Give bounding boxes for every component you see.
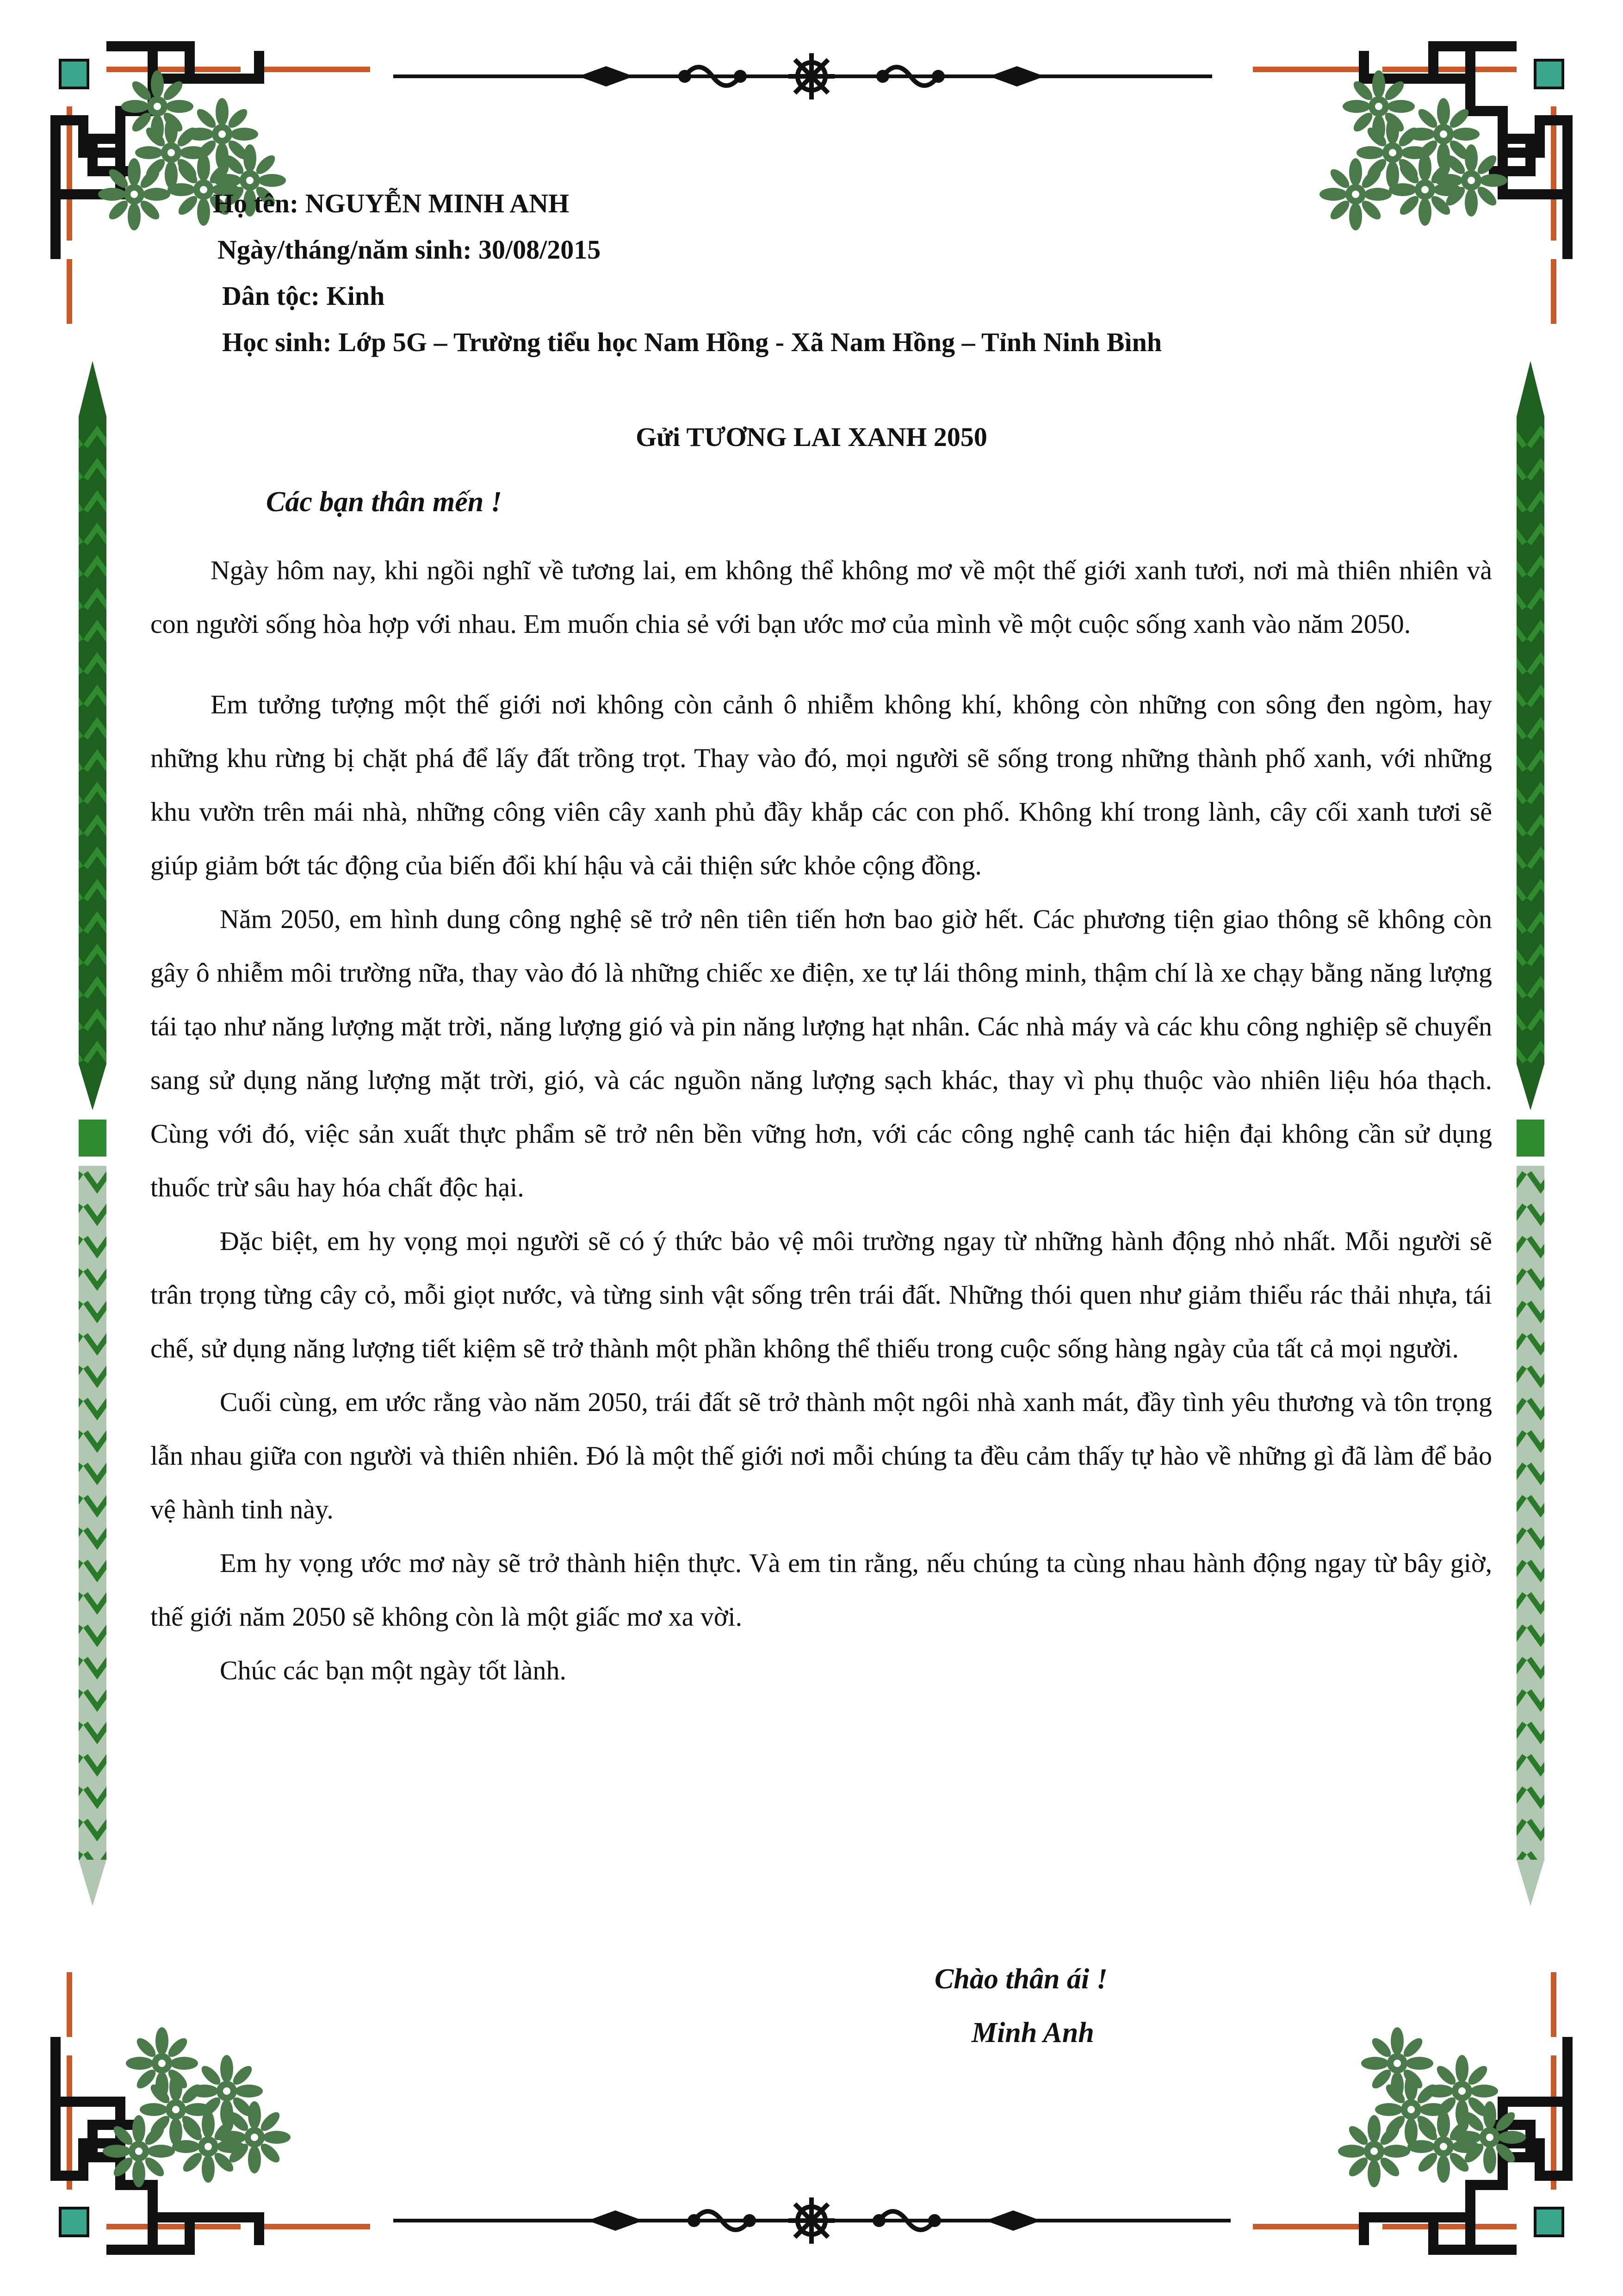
letter-body: [150, 544, 1492, 1697]
paragraph-imagine: Em tưởng tượng một thế giới nơi không còn cảnh ô nhiễm không khí, không còn những con sông đen ngòm, hay những khu rừng bị chặt phá để lấy đất trồng trọt. Thay vào đó, mọi người sẽ sống trong những thành phố xanh, với những khu vườn trên mái nhà, những công viên cây xanh phủ đầy khắp các con phố. Không khí trong lành, cây cối xanh tươi sẽ giúp giảm bớt tác động của biến đổi khí hậu và cải thiện sức khỏe cộng đồng.: [150, 689, 1492, 880]
top-ornament-line: [393, 53, 1212, 99]
student-name-line: [213, 187, 569, 220]
paragraph-wish: Chúc các bạn một ngày tốt lành.: [220, 1655, 566, 1685]
bottom-ornament-line: [393, 2197, 1231, 2244]
name-label: Họ tên:: [213, 188, 305, 218]
paragraph-intro: Ngày hôm nay, khi ngồi nghĩ về tương lai, em không thể không mơ về một thế giới xanh tươi, nơi mà thiên nhiên và con người sống hòa hợp với nhau. Em muốn chia sẻ với bạn ước mơ của mình về một cuộc sống xanh vào năm 2050.: [150, 555, 1492, 639]
ethnic-value: Kinh: [326, 281, 385, 311]
school-line: [222, 326, 1162, 359]
flower-cluster-top-right: [1319, 70, 1507, 230]
dob-line: [217, 234, 601, 266]
ethnic-line: [222, 280, 384, 312]
paragraph-awareness: Đặc biệt, em hy vọng mọi người sẽ có ý thức bảo vệ môi trường ngay từ những hành động nhỏ nhất. Mỗi người sẽ trân trọng từng cây cỏ, mỗi giọt nước, và từng sinh vật sống trên trái đất. Những thói quen như giảm thiểu rác thải nhựa, tái chế, sử dụng năng lượng tiết kiệm sẽ trở thành một phần không thể thiếu trong cuộc sống hàng ngày của tất cả mọi người.: [150, 1226, 1492, 1363]
paragraph-hope: Em hy vọng ước mơ này sẽ trở thành hiện thực. Và em tin rằng, nếu chúng ta cùng nhau hành động ngay từ bây giờ, thế giới năm 2050 sẽ không còn là một giấc mơ xa vời.: [150, 1548, 1492, 1632]
dob-value: 30/08/2015: [478, 235, 601, 265]
paragraph-technology: Năm 2050, em hình dung công nghệ sẽ trở nên tiên tiến hơn bao giờ hết. Các phương tiện giao thông sẽ không còn gây ô nhiễm môi trường nữa, thay vào đó là những chiếc xe điện, xe tự lái thông minh, thậm chí là xe chạy bằng năng lượng tái tạo như năng lượng mặt trời, năng lượng gió và pin năng lượng hạt nhân. Các nhà máy và các khu công nghiệp sẽ chuyển sang sử dụng năng lượng mặt trời, gió, và các nguồn năng lượng sạch khác, thay vì phụ thuộc vào nhiên liệu hóa thạch. Cùng với đó, việc sản xuất thực phẩm sẽ trở nên bền vững hơn, với các công nghệ canh tác hiện đại không cần sử dụng thuốc trừ sâu hay hóa chất độc hại.: [150, 904, 1492, 1202]
student-label: Học sinh:: [222, 327, 339, 357]
letter-salutation: Các bạn thân mến !: [266, 486, 502, 518]
dob-label: Ngày/tháng/năm sinh:: [217, 235, 479, 265]
right-leaf-border: [1517, 361, 1544, 1906]
flower-cluster-bottom-left: [103, 2027, 291, 2187]
closing-text: Chào thân ái !: [935, 1963, 1108, 1995]
signature: Minh Anh: [972, 2017, 1094, 2048]
paragraph-finally: Cuối cùng, em ước rằng vào năm 2050, trái đất sẽ trở thành một ngôi nhà xanh mát, đầy tình yêu thương và tôn trọng lẫn nhau giữa con người và thiên nhiên. Đó là một thế giới nơi mỗi chúng ta đều cảm thấy tự hào về những gì đã làm để bảo vệ hành tinh này.: [150, 1387, 1492, 1524]
left-leaf-border: [79, 361, 106, 1906]
signoff: [935, 1952, 1108, 2060]
student-value: Lớp 5G – Trường tiểu học Nam Hồng - Xã Nam Hồng – Tỉnh Ninh Bình: [338, 327, 1162, 357]
letter-title: Gửi TƯƠNG LAI XANH 2050: [636, 422, 987, 452]
ethnic-label: Dân tộc:: [222, 281, 327, 311]
name-value: NGUYỄN MINH ANH: [305, 188, 570, 218]
